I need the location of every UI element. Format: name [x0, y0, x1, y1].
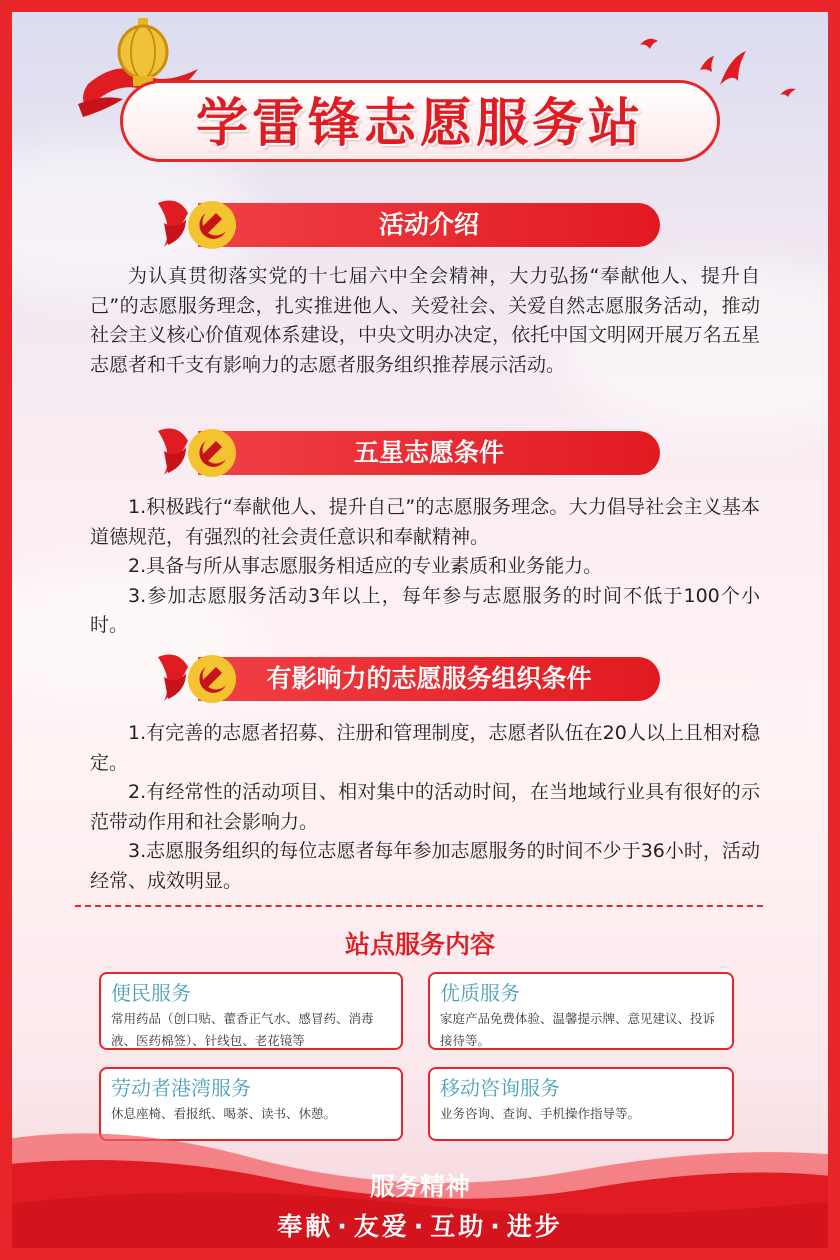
condition-item: 3.参加志愿服务活动3年以上，每年参与志愿服务的时间不低于100个小时。: [90, 584, 760, 636]
value-item: 奉献: [277, 1212, 334, 1241]
card-title: 优质服务: [440, 981, 520, 1005]
organization-conditions: [90, 719, 760, 896]
card-title: 便民服务: [111, 981, 191, 1005]
service-card-quality: [428, 972, 734, 1050]
service-card-convenience: [99, 972, 403, 1050]
section-header-intro: [160, 203, 660, 247]
five-star-conditions: [90, 493, 760, 641]
value-item: 互助: [430, 1212, 487, 1241]
card-text: 常用药品（创口贴、藿香正气水、感冒药、消毒液、医药棉签）、针线包、老花镜等: [111, 1011, 374, 1048]
condition-item: 2.具备与所从事志愿服务相适应的专业素质和业务能力。: [128, 555, 603, 577]
card-title: 移动咨询服务: [440, 1076, 560, 1100]
card-text: 休息座椅、看报纸、喝茶、读书、休憩。: [111, 1106, 337, 1121]
card-text: 业务咨询、查询、手机操作指导等。: [440, 1106, 641, 1121]
footer-values: [0, 1207, 840, 1243]
party-emblem-icon: [156, 421, 246, 485]
services-title: 站点服务内容: [344, 930, 495, 959]
section-heading: 五星志愿条件: [198, 431, 660, 475]
paragraph-text: 为认真贯彻落实党的十七届六中全会精神，大力弘扬“奉献他人、提升自己”的志愿服务理念，扎实推进他人、关爱社会、关爱自然志愿服务活动，推动社会主义核心价值观体系建设，中央文明办决定，依托中国文明网开展万名五星志愿者和千支有影响力的志愿者服务组织推荐展示活动。: [90, 265, 760, 376]
section-heading: 有影响力的志愿服务组织条件: [198, 657, 660, 701]
condition-item: 1.积极践行“奉献他人、提升自己”的志愿服务理念。大力倡导社会主义基本道德规范，有强烈的社会责任意识和奉献精神。: [90, 496, 760, 548]
separator: ·: [337, 1212, 350, 1241]
title-banner: [120, 80, 720, 162]
intro-paragraph: [90, 262, 760, 380]
condition-item: 3.志愿服务组织的每位志愿者每年参加志愿服务的时间不少于36小时，活动经常、成效明显。: [90, 840, 760, 892]
condition-item: 2.有经常性的活动项目、相对集中的活动时间，在当地域行业具有很好的示范带动作用和社会影响力。: [90, 781, 760, 833]
section-header-five-star: [160, 431, 660, 475]
separator: ·: [490, 1212, 503, 1241]
card-text: 家庭产品免费体验、温馨提示牌、意见建议、投诉接待等。: [440, 1011, 716, 1048]
value-item: 进步: [506, 1212, 563, 1241]
party-emblem-icon: [156, 647, 246, 711]
footer-title: 服务精神: [369, 1172, 470, 1201]
card-title: 劳动者港湾服务: [111, 1076, 251, 1100]
party-emblem-icon: [156, 193, 246, 257]
page-title: 学雷锋志愿服务站: [195, 94, 644, 154]
dashed-divider: [75, 905, 763, 907]
separator: ·: [413, 1212, 427, 1241]
section-heading: 活动介绍: [198, 203, 660, 247]
value-item: 友爱: [353, 1212, 410, 1241]
condition-item: 1.有完善的志愿者招募、注册和管理制度，志愿者队伍在20人以上且相对稳定。: [90, 722, 760, 774]
section-header-organization: [160, 657, 660, 701]
